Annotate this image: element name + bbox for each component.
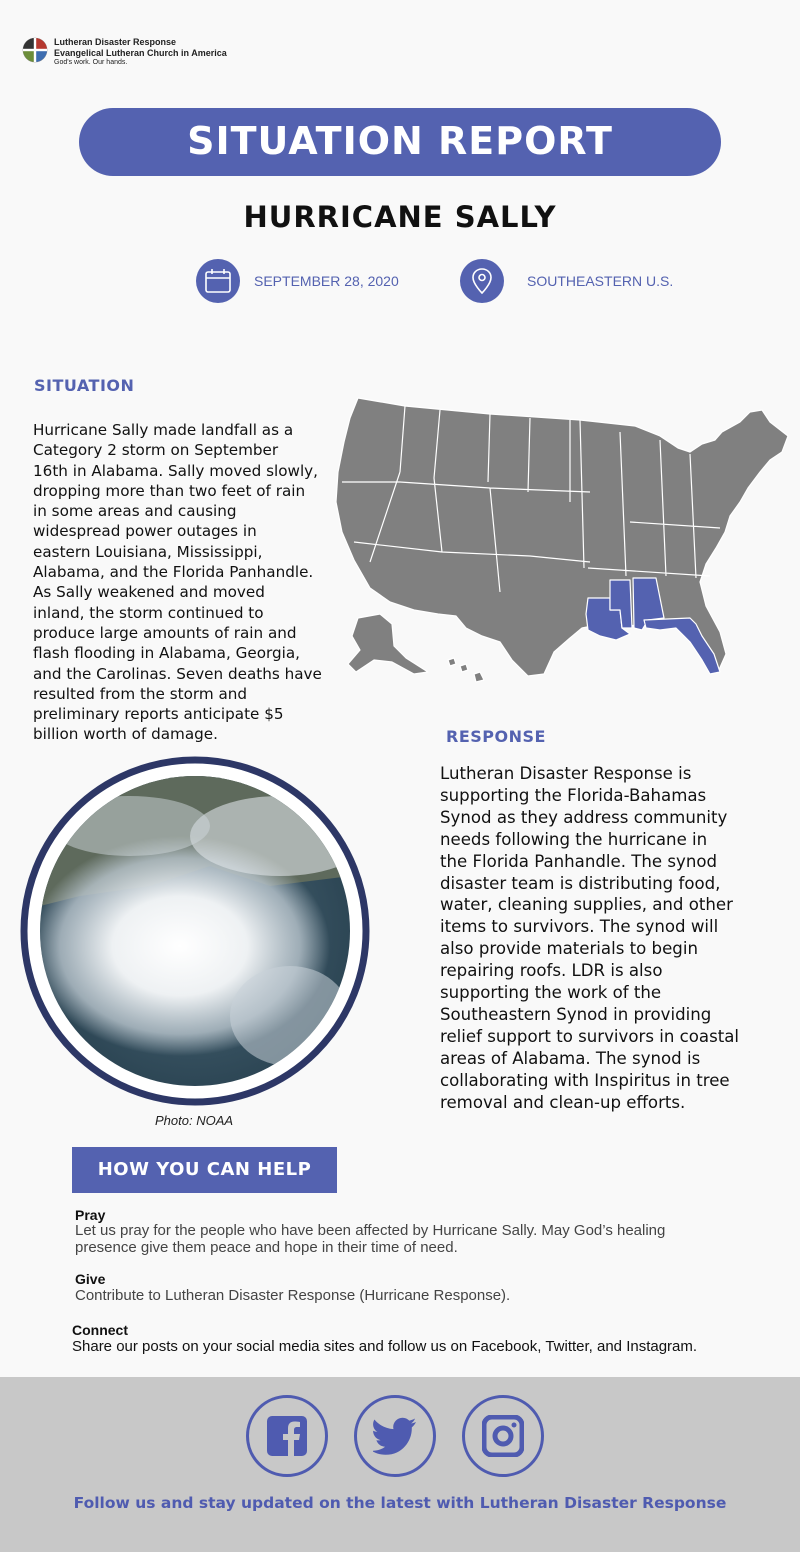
us-map (330, 392, 795, 684)
situation-line: widespread power outages in (33, 522, 257, 541)
pray-line-2: presence give them peace and hope in their time of need. (75, 1239, 458, 1256)
situation-line: billion worth of damage. (33, 725, 218, 744)
report-location: SOUTHEASTERN U.S. (527, 273, 674, 289)
situation-heading: SITUATION (34, 376, 135, 395)
response-line: disaster team is distributing food, (440, 873, 721, 893)
facebook-icon (266, 1415, 308, 1457)
response-line: relief support to survivors in coastal (440, 1026, 740, 1046)
twitter-icon (373, 1417, 417, 1455)
response-line: collaborating with Inspiritus in tree (440, 1070, 730, 1090)
situation-line: 16th in Alabama. Sally moved slowly, (33, 461, 318, 480)
ldr-cross-icon (22, 37, 48, 63)
instagram-icon (482, 1415, 524, 1457)
situation-line: Category 2 storm on September (33, 441, 279, 460)
situation-line: preliminary reports anticipate $5 (33, 705, 284, 724)
response-text (440, 763, 770, 1114)
response-line: items to survivors. The synod will (440, 917, 719, 937)
twitter-link[interactable] (354, 1395, 436, 1477)
pray-line-1: Let us pray for the people who have been affected by Hurricane Sally. May God’s healing (75, 1222, 666, 1239)
situation-line: produce large amounts of rain and (33, 623, 297, 642)
situation-line: resulted from the storm and (33, 684, 248, 703)
situation-text (33, 420, 333, 745)
report-banner: SITUATION REPORT (79, 108, 721, 176)
response-line: supporting the Florida-Bahamas (440, 785, 707, 805)
situation-line: Hurricane Sally made landfall as a (33, 421, 294, 439)
hawaii (448, 658, 484, 682)
response-line: the Florida Panhandle. The synod (440, 851, 718, 871)
response-line: water, cleaning supplies, and other (440, 895, 733, 915)
give-text: Contribute to Lutheran Disaster Response (Hurricane Response). (75, 1287, 511, 1304)
situation-line: in some areas and causing (33, 502, 237, 521)
footer-follow-text: Follow us and stay updated on the latest with Lutheran Disaster Response (73, 1494, 727, 1512)
report-date: SEPTEMBER 28, 2020 (254, 273, 399, 289)
help-heading: HOW YOU CAN HELP (72, 1147, 337, 1193)
pray-title: Pray (75, 1207, 106, 1223)
location-pin-icon (460, 259, 504, 303)
satellite-photo (20, 756, 370, 1106)
response-line: repairing roofs. LDR is also (440, 961, 663, 981)
situation-line: inland, the storm continued to (33, 603, 264, 622)
photo-caption: Photo: NOAA (155, 1113, 234, 1128)
calendar-icon (196, 259, 240, 303)
org-church: Evangelical Lutheran Church in America (54, 48, 227, 58)
response-line: Southeastern Synod in providing (440, 1004, 712, 1024)
situation-line: dropping more than two feet of rain (33, 481, 306, 500)
situation-line: flash flooding in Alabama, Georgia, (33, 644, 301, 663)
response-line: also provide materials to begin (440, 939, 698, 959)
response-line: supporting the work of the (440, 983, 662, 1003)
situation-line: Alabama, and the Florida Panhandle. (33, 563, 314, 582)
response-line: areas of Alabama. The synod is (440, 1048, 701, 1068)
org-tagline: God's work. Our hands. (54, 59, 128, 66)
us-mainland (336, 398, 788, 676)
org-name: Lutheran Disaster Response (54, 37, 177, 47)
response-line: needs following the hurricane in (440, 829, 708, 849)
response-line: removal and clean-up efforts. (440, 1092, 686, 1112)
connect-title: Connect (72, 1322, 128, 1338)
org-logo (22, 37, 227, 67)
event-title: HURRICANE SALLY (243, 200, 557, 234)
response-line: Lutheran Disaster Response is (440, 764, 692, 783)
situation-line: and the Carolinas. Seven deaths have (33, 664, 322, 683)
give-title: Give (75, 1271, 106, 1287)
connect-text: Share our posts on your social media sites and follow us on Facebook, Twitter, and Instagram. (72, 1338, 698, 1355)
response-line: Synod as they address community (440, 807, 728, 827)
situation-line: As Sally weakened and moved (33, 583, 265, 602)
instagram-link[interactable] (462, 1395, 544, 1477)
situation-line: eastern Louisiana, Mississippi, (33, 542, 263, 561)
alaska (348, 614, 428, 674)
facebook-link[interactable] (246, 1395, 328, 1477)
response-heading: RESPONSE (446, 727, 546, 746)
